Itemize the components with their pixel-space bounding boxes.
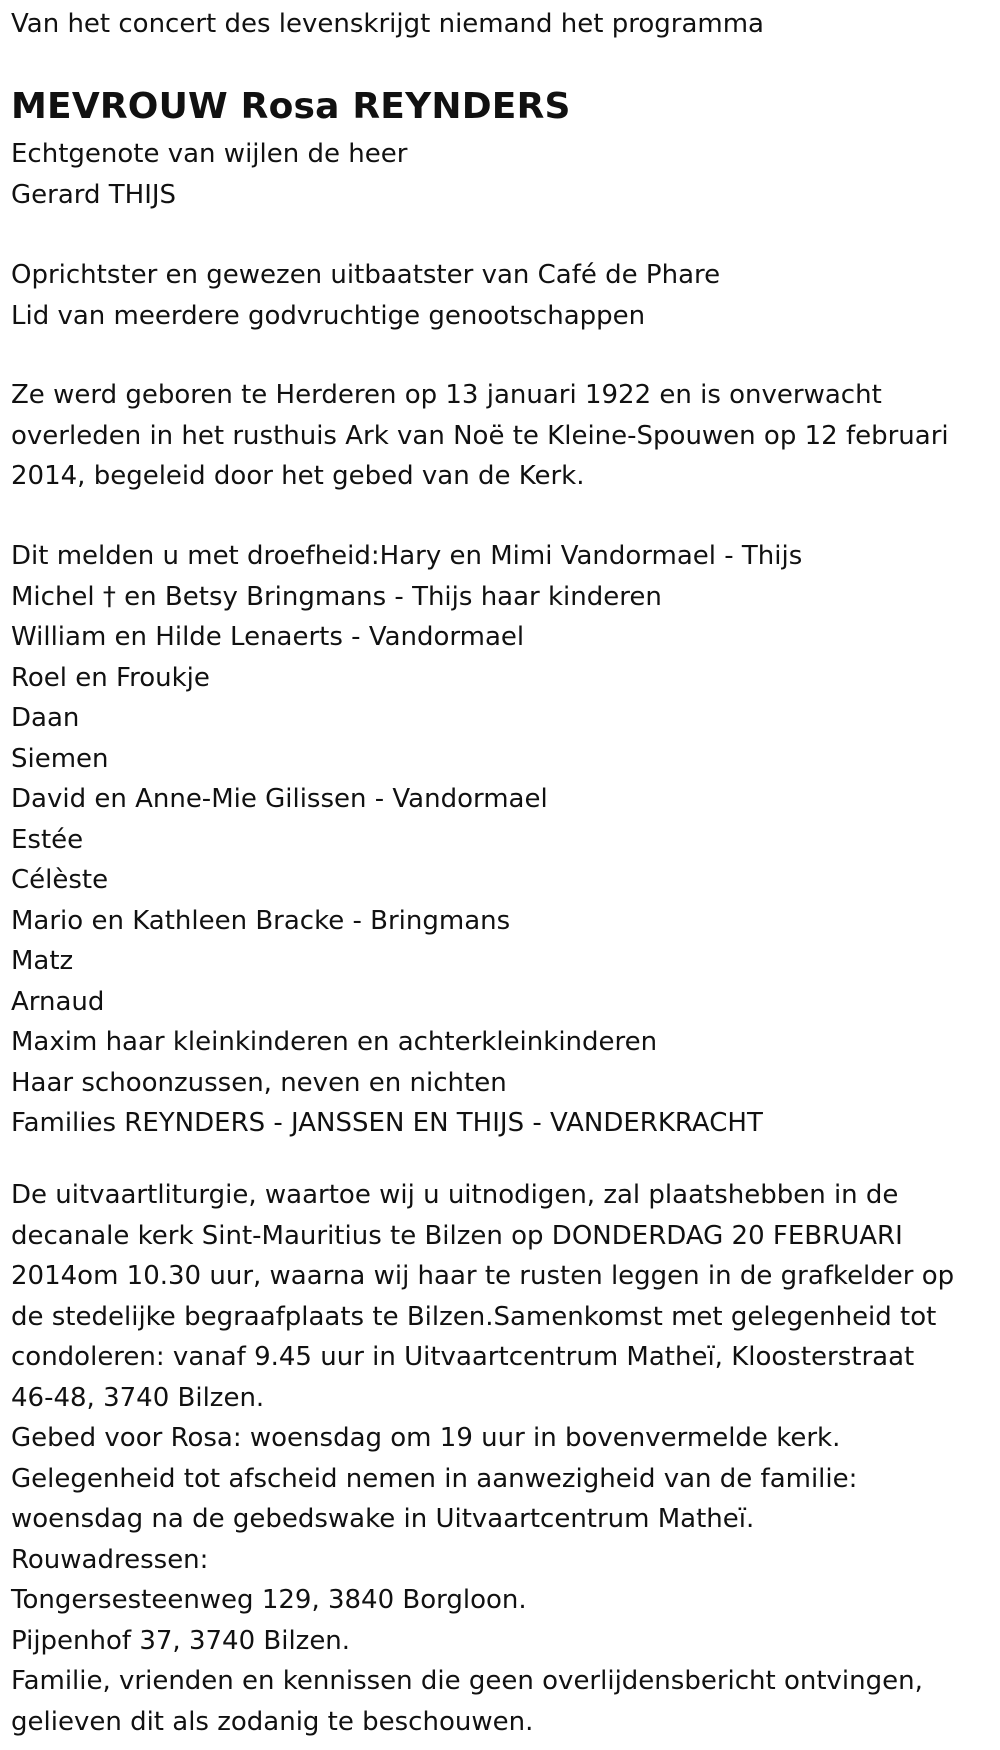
family-line: William en Hilde Lenaerts - Vandormael (11, 622, 525, 652)
deceased-name: MEVROUW Rosa REYNDERS (11, 86, 571, 127)
birth-death-line: overleden in het rusthuis Ark van Noë te Kleine-Spouwen op 12 februari (11, 420, 949, 451)
role-line: Lid van meerdere godvruchtige genootschappen (11, 300, 646, 331)
family-line: Haar schoonzussen, neven en nichten (11, 1067, 507, 1098)
birth-death-block (11, 375, 949, 497)
roles-block (11, 255, 720, 336)
family-line: Families REYNDERS - JANSSEN EN THIJS - VANDERKRACHT (11, 1108, 763, 1138)
family-line: Mario en Kathleen Bracke - Bringmans (11, 905, 511, 936)
spouse-block (11, 134, 407, 215)
funeral-line: Familie, vrienden en kennissen die geen overlijdensbericht ontvingen, (11, 1666, 923, 1696)
family-block (11, 536, 802, 1144)
spouse-line: Gerard THIJS (11, 179, 177, 210)
funeral-line: condoleren: vanaf 9.45 uur in Uitvaartcentrum Matheï, Kloosterstraat (11, 1342, 915, 1372)
funeral-line: Tongersesteenweg 129, 3840 Borgloon. (11, 1585, 527, 1615)
funeral-line: Gebed voor Rosa: woensdag om 19 uur in bovenvermelde kerk. (11, 1423, 841, 1453)
birth-death-line: Ze werd geboren te Herderen op 13 januari 1922 en is onverwacht (11, 380, 882, 410)
family-line: Michel † en Betsy Bringmans - Thijs haar kinderen (11, 581, 662, 612)
family-line: David en Anne-Mie Gilissen - Vandormael (11, 784, 548, 814)
funeral-line: Gelegenheid tot afscheid nemen in aanwezigheid van de familie: (11, 1463, 858, 1494)
funeral-line: woensdag na de gebedswake in Uitvaartcentrum Matheï. (11, 1504, 755, 1534)
family-line: Célèste (11, 865, 109, 895)
family-line: Roel en Froukje (11, 662, 210, 693)
family-line: Estée (11, 824, 84, 855)
funeral-line: De uitvaartliturgie, waartoe wij u uitnodigen, zal plaatshebben in de (11, 1180, 899, 1210)
motto-text: Van het concert des levenskrijgt niemand het programma (11, 9, 764, 39)
funeral-line: 46-48, 3740 Bilzen. (11, 1382, 265, 1413)
spouse-line: Echtgenote van wijlen de heer (11, 139, 408, 169)
funeral-line: Pijpenhof 37, 3740 Bilzen. (11, 1625, 351, 1656)
funeral-line: Rouwadressen: (11, 1544, 209, 1575)
family-line: Dit melden u met droefheid:Hary en Mimi Vandormael - Thijs (11, 541, 803, 571)
funeral-line: de stedelijke begraafplaats te Bilzen.Samenkomst met gelegenheid tot (11, 1301, 937, 1332)
role-line: Oprichtster en gewezen uitbaatster van Café de Phare (11, 260, 721, 290)
family-line: Arnaud (11, 986, 105, 1017)
funeral-line: decanale kerk Sint-Mauritius te Bilzen op DONDERDAG 20 FEBRUARI (11, 1220, 903, 1251)
family-line: Daan (11, 703, 80, 733)
funeral-line: gelieven dit als zodanig te beschouwen. (11, 1706, 534, 1737)
family-line: Siemen (11, 743, 109, 774)
funeral-line: 2014om 10.30 uur, waarna wij haar te rusten leggen in de grafkelder op (11, 1261, 955, 1291)
family-line: Maxim haar kleinkinderen en achterkleinkinderen (11, 1027, 658, 1057)
birth-death-line: 2014, begeleid door het gebed van de Kerk. (11, 461, 585, 491)
funeral-block (11, 1175, 954, 1742)
family-line: Matz (11, 946, 74, 976)
